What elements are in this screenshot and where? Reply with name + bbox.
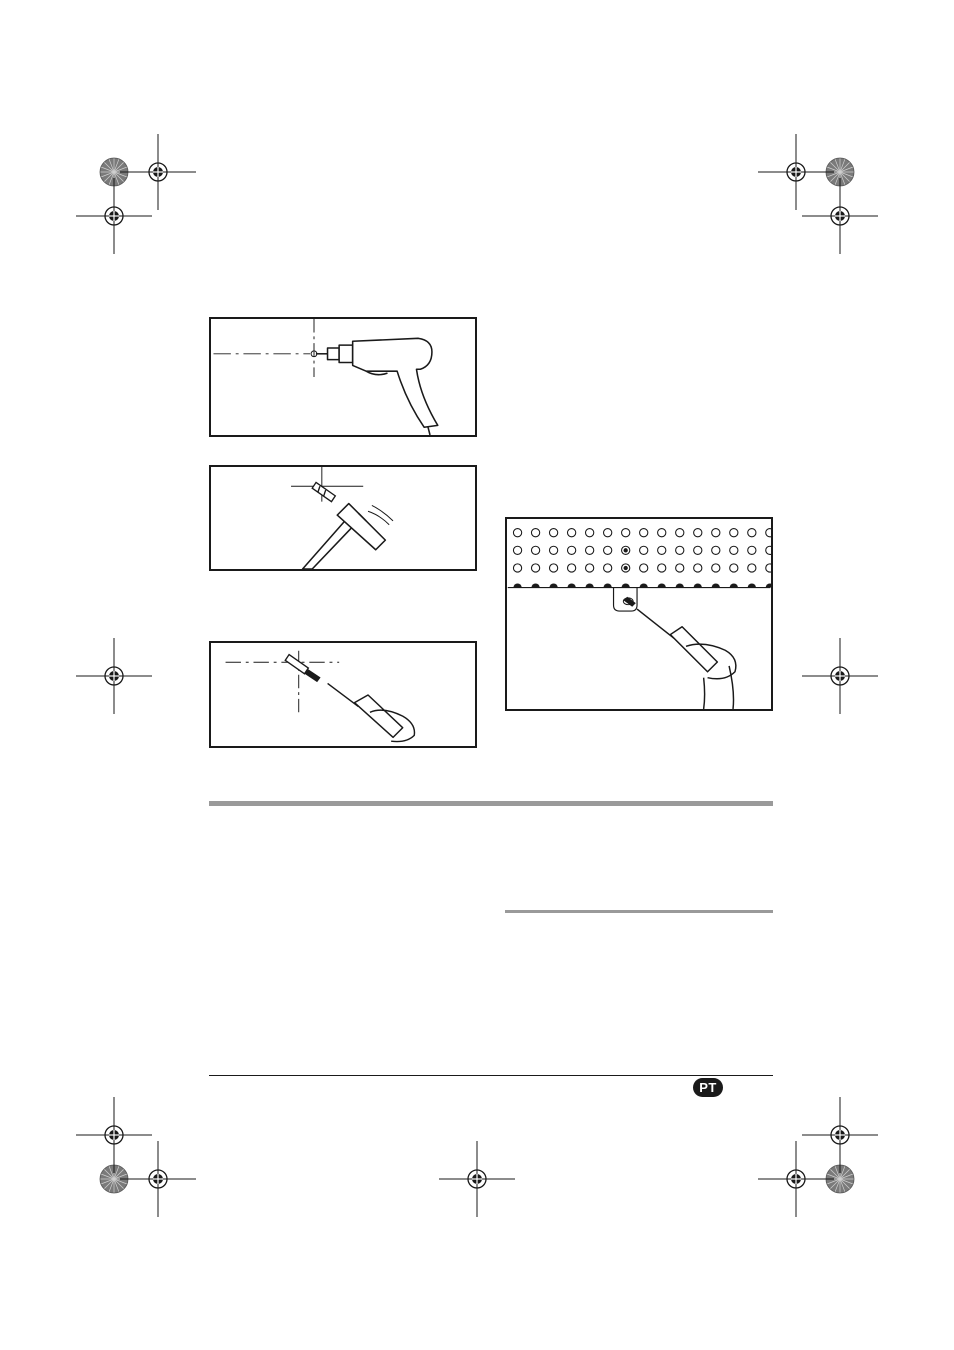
registration-wheel-bottom-left xyxy=(100,1165,128,1193)
panel-hole xyxy=(549,546,557,554)
panel-hole xyxy=(640,529,648,537)
panel-hole-edge xyxy=(549,583,557,587)
panel-hole-edge xyxy=(766,583,771,587)
panel-hole xyxy=(658,564,666,572)
panel-hole xyxy=(513,546,521,554)
panel-hole xyxy=(568,546,576,554)
hammer-dowel-figure xyxy=(209,465,477,571)
drill-figure xyxy=(209,317,477,437)
hammer-icon xyxy=(303,504,393,569)
panel-screw xyxy=(624,566,628,570)
electric-drill-icon xyxy=(316,338,438,435)
panel-hole xyxy=(513,529,521,537)
crop-mark-top-right-b xyxy=(802,178,878,254)
panel-hole xyxy=(658,529,666,537)
crop-mark-mid-right xyxy=(802,638,878,714)
panel-hole-edge xyxy=(622,583,630,587)
panel-hole xyxy=(712,564,720,572)
panel-hole xyxy=(748,529,756,537)
registration-wheel-bottom-right xyxy=(826,1165,854,1193)
dowel-icon xyxy=(285,655,308,674)
panel-hole xyxy=(694,564,702,572)
perforated-panel-icon xyxy=(513,529,771,588)
panel-hole-edge xyxy=(531,583,539,587)
wall-mount-figure xyxy=(505,517,773,711)
panel-hole xyxy=(531,564,539,572)
panel-hole xyxy=(586,564,594,572)
panel-hole xyxy=(549,529,557,537)
panel-hole xyxy=(676,529,684,537)
panel-hole xyxy=(730,529,738,537)
footer-rule xyxy=(209,1075,773,1076)
crop-mark-top-left-a xyxy=(120,134,196,210)
crop-mark-bottom-right-a xyxy=(802,1097,878,1173)
section-divider xyxy=(209,801,773,806)
panel-hole xyxy=(640,564,648,572)
panel-hole-edge xyxy=(640,583,648,587)
panel-hole-edge xyxy=(586,583,594,587)
panel-hole xyxy=(766,546,771,554)
panel-hole-edge xyxy=(712,583,720,587)
screw-icon xyxy=(305,670,319,682)
panel-hole xyxy=(712,546,720,554)
panel-hole xyxy=(586,546,594,554)
crop-mark-bottom-left-a xyxy=(76,1097,152,1173)
panel-hole xyxy=(694,529,702,537)
panel-hole xyxy=(604,529,612,537)
column-divider xyxy=(505,910,773,913)
panel-hole xyxy=(604,564,612,572)
panel-hole xyxy=(568,529,576,537)
panel-hole xyxy=(549,564,557,572)
panel-hole xyxy=(694,546,702,554)
crop-mark-bottom-right-b xyxy=(758,1141,834,1217)
panel-hole xyxy=(586,529,594,537)
panel-hole xyxy=(622,529,630,537)
panel-screw xyxy=(624,548,628,552)
registration-wheel-top-right xyxy=(826,158,854,186)
panel-hole xyxy=(730,546,738,554)
crop-mark-top-left-b xyxy=(76,178,152,254)
panel-hole-edge xyxy=(604,583,612,587)
panel-hole xyxy=(640,546,648,554)
panel-hole xyxy=(531,529,539,537)
panel-hole xyxy=(712,529,720,537)
panel-hole xyxy=(568,564,576,572)
panel-hole xyxy=(766,564,771,572)
screwdriver-icon xyxy=(637,609,736,709)
panel-hole-edge xyxy=(568,583,576,587)
panel-hole xyxy=(513,564,521,572)
panel-hole xyxy=(658,546,666,554)
panel-hole xyxy=(748,546,756,554)
crop-mark-bottom-left-b xyxy=(120,1141,196,1217)
panel-hole xyxy=(766,529,771,537)
panel-hole-edge xyxy=(748,583,756,587)
screw-icon xyxy=(623,597,635,606)
panel-hole xyxy=(676,564,684,572)
panel-hole-edge xyxy=(676,583,684,587)
panel-hole-edge xyxy=(658,583,666,587)
language-badge: PT xyxy=(693,1078,723,1097)
panel-hole-edge xyxy=(694,583,702,587)
crop-mark-mid-left xyxy=(76,638,152,714)
panel-hole xyxy=(748,564,756,572)
registration-wheel-top-left xyxy=(100,158,128,186)
panel-hole-edge xyxy=(513,583,521,587)
screwdriver-icon xyxy=(328,683,415,741)
dowel-icon xyxy=(312,482,335,501)
crop-mark-top-right-a xyxy=(758,134,834,210)
panel-hole xyxy=(604,546,612,554)
panel-hole xyxy=(676,546,684,554)
panel-hole xyxy=(531,546,539,554)
screw-dowel-figure xyxy=(209,641,477,748)
panel-hole-edge xyxy=(730,583,738,587)
crop-mark-bottom-center xyxy=(439,1141,515,1217)
panel-hole xyxy=(730,564,738,572)
